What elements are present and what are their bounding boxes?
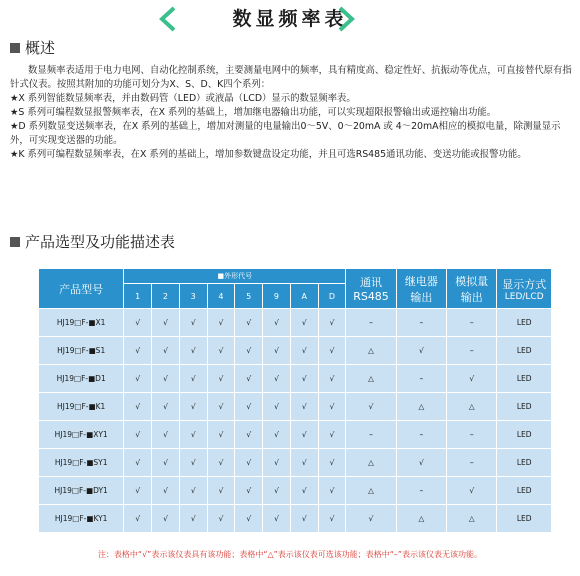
display-cell: LED [497,421,552,449]
shape-cell: √ [235,393,263,421]
shape-cell: √ [152,309,180,337]
shape-code: 9 [263,284,291,309]
relay-cell: √ [396,449,446,477]
shape-cell: √ [207,309,235,337]
shape-code: 1 [124,284,152,309]
shape-cell: √ [152,365,180,393]
shape-cell: √ [235,477,263,505]
table-row [39,505,552,533]
legend-note: 注：表格中“√”表示该仪表具有该功能；表格中“△”表示该仪表可选该功能；表格中“–”表示该仪表无该功能。 [97,550,483,559]
model-cell: HJ19□F-■X1 [39,309,124,337]
shape-cell: √ [207,393,235,421]
overview-text [10,64,572,162]
display-cell: LED [497,449,552,477]
table-row [39,477,552,505]
shape-cell: √ [318,449,346,477]
overview-item-x: ★X 系列智能数显频率表，并由数码管（LED）或液晶（LCD）显示的数显频率表。 [10,93,356,104]
relay-cell: △ [396,505,446,533]
shape-code: 4 [207,284,235,309]
display-cell: LED [497,505,552,533]
relay-cell: – [396,477,446,505]
shape-cell: √ [290,421,318,449]
shape-cell: √ [124,421,152,449]
shape-code: 3 [179,284,207,309]
section-heading-overview [10,38,55,58]
comm-cell: √ [346,393,396,421]
analog-cell: – [447,309,497,337]
comm-cell: – [346,309,396,337]
shape-cell: √ [290,449,318,477]
shape-cell: √ [290,505,318,533]
shape-cell: √ [179,505,207,533]
shape-cell: √ [207,337,235,365]
shape-cell: √ [263,477,291,505]
display-header: 显示方式 LED/LCD [497,269,552,309]
shape-code: D [318,284,346,309]
shape-cell: √ [318,309,346,337]
page-title: 数显频率表 [232,8,348,30]
comm-cell: △ [346,449,396,477]
shape-cell: √ [318,477,346,505]
shape-cell: √ [124,309,152,337]
shape-cell: √ [152,477,180,505]
shape-cell: √ [124,337,152,365]
shape-cell: √ [263,337,291,365]
shape-cell: √ [179,309,207,337]
analog-cell: √ [447,365,497,393]
analog-cell: △ [447,393,497,421]
shape-cell: √ [263,505,291,533]
shape-cell: √ [235,449,263,477]
shape-cell: √ [318,421,346,449]
shape-cell: √ [263,365,291,393]
shape-cell: √ [318,393,346,421]
chevron-right-icon [336,6,356,32]
shape-cell: √ [318,505,346,533]
analog-cell: △ [447,505,497,533]
selection-table [38,268,552,533]
shape-cell: √ [318,337,346,365]
model-header: 产品型号 [39,269,124,309]
shape-cell: √ [124,449,152,477]
analog-cell: √ [447,477,497,505]
shape-code: 5 [235,284,263,309]
comm-cell: √ [346,505,396,533]
relay-cell: – [396,309,446,337]
model-cell: HJ19□F-■SY1 [39,449,124,477]
analog-cell: – [447,421,497,449]
shape-cell: √ [263,421,291,449]
shape-cell: √ [235,421,263,449]
model-cell: HJ19□F-■D1 [39,365,124,393]
square-bullet-icon [10,237,20,247]
shape-cell: √ [263,393,291,421]
display-cell: LED [497,477,552,505]
shape-cell: √ [290,309,318,337]
shape-cell: √ [124,393,152,421]
shape-cell: √ [235,309,263,337]
shape-cell: √ [290,393,318,421]
display-cell: LED [497,309,552,337]
shape-cell: √ [290,337,318,365]
shape-cell: √ [235,337,263,365]
shape-code: 2 [152,284,180,309]
model-cell: HJ19□F-■K1 [39,393,124,421]
shape-cell: √ [179,449,207,477]
shape-cell: √ [152,337,180,365]
model-cell: HJ19□F-■DY1 [39,477,124,505]
shape-cell: √ [179,365,207,393]
table-row [39,365,552,393]
display-cell: LED [497,337,552,365]
shape-cell: √ [124,365,152,393]
shape-code: A [290,284,318,309]
shape-header: ■外形代号 [124,269,346,284]
shape-cell: √ [152,449,180,477]
overview-item-s: ★S 系列可编程数显报警频率表，在X 系列的基础上，增加继电器输出功能，可以实现超限报警输出或遥控输出功能。 [10,107,497,118]
shape-cell: √ [179,393,207,421]
model-cell: HJ19□F-■XY1 [39,421,124,449]
shape-cell: √ [207,477,235,505]
relay-cell: △ [396,393,446,421]
table-row [39,309,552,337]
analog-cell: – [447,337,497,365]
shape-cell: √ [235,365,263,393]
relay-cell: – [396,421,446,449]
shape-cell: √ [124,477,152,505]
section-heading-text: 概述 [25,39,56,57]
square-bullet-icon [10,43,20,53]
shape-cell: √ [152,393,180,421]
model-cell: HJ19□F-■S1 [39,337,124,365]
comm-cell: △ [346,365,396,393]
analog-cell: – [447,449,497,477]
shape-cell: √ [207,365,235,393]
relay-header: 继电器 输出 [396,269,446,309]
relay-cell: √ [396,337,446,365]
shape-cell: √ [290,477,318,505]
shape-cell: √ [207,449,235,477]
display-cell: LED [497,365,552,393]
shape-cell: √ [124,505,152,533]
comm-header: 通讯 RS485 [346,269,396,309]
shape-cell: √ [235,505,263,533]
shape-cell: √ [152,421,180,449]
table-row [39,337,552,365]
table-row [39,421,552,449]
model-cell: HJ19□F-■KY1 [39,505,124,533]
comm-cell: △ [346,477,396,505]
shape-cell: √ [207,421,235,449]
section-heading-text: 产品选型及功能描述表 [25,233,176,251]
overview-intro: 数显频率表适用于电力电网、自动化控制系统，主要测量电网中的频率，具有精度高、稳定性好、抗振动等优点，可直接替代原有指针式仪表。按照其附加的功能可划分为X、S、D、K四个系列： [10,65,572,90]
overview-item-k: ★K 系列可编程数显频率表，在X 系列的基础上，增加参数键盘设定功能，并且可选RS485通讯功能、变送功能或报警功能。 [10,149,527,160]
shape-cell: √ [263,449,291,477]
shape-cell: √ [152,505,180,533]
selection-table-body [39,309,552,533]
section-heading-selection [10,232,175,252]
overview-item-d: ★D 系列数显变送频率表，在X 系列的基础上，增加对测量的电量输出0～5V、0～20mA 或 4～20mA相应的模拟电量，除测量显示外，可实现变送器的功能。 [10,121,561,146]
comm-cell: – [346,421,396,449]
shape-cell: √ [207,505,235,533]
shape-cell: √ [179,337,207,365]
display-cell: LED [497,393,552,421]
shape-cell: √ [179,421,207,449]
relay-cell: – [396,365,446,393]
comm-cell: △ [346,337,396,365]
shape-cell: √ [318,365,346,393]
table-row [39,449,552,477]
shape-cell: √ [179,477,207,505]
shape-cell: √ [290,365,318,393]
shape-cell: √ [263,309,291,337]
table-row [39,393,552,421]
analog-header: 模拟量 输出 [447,269,497,309]
